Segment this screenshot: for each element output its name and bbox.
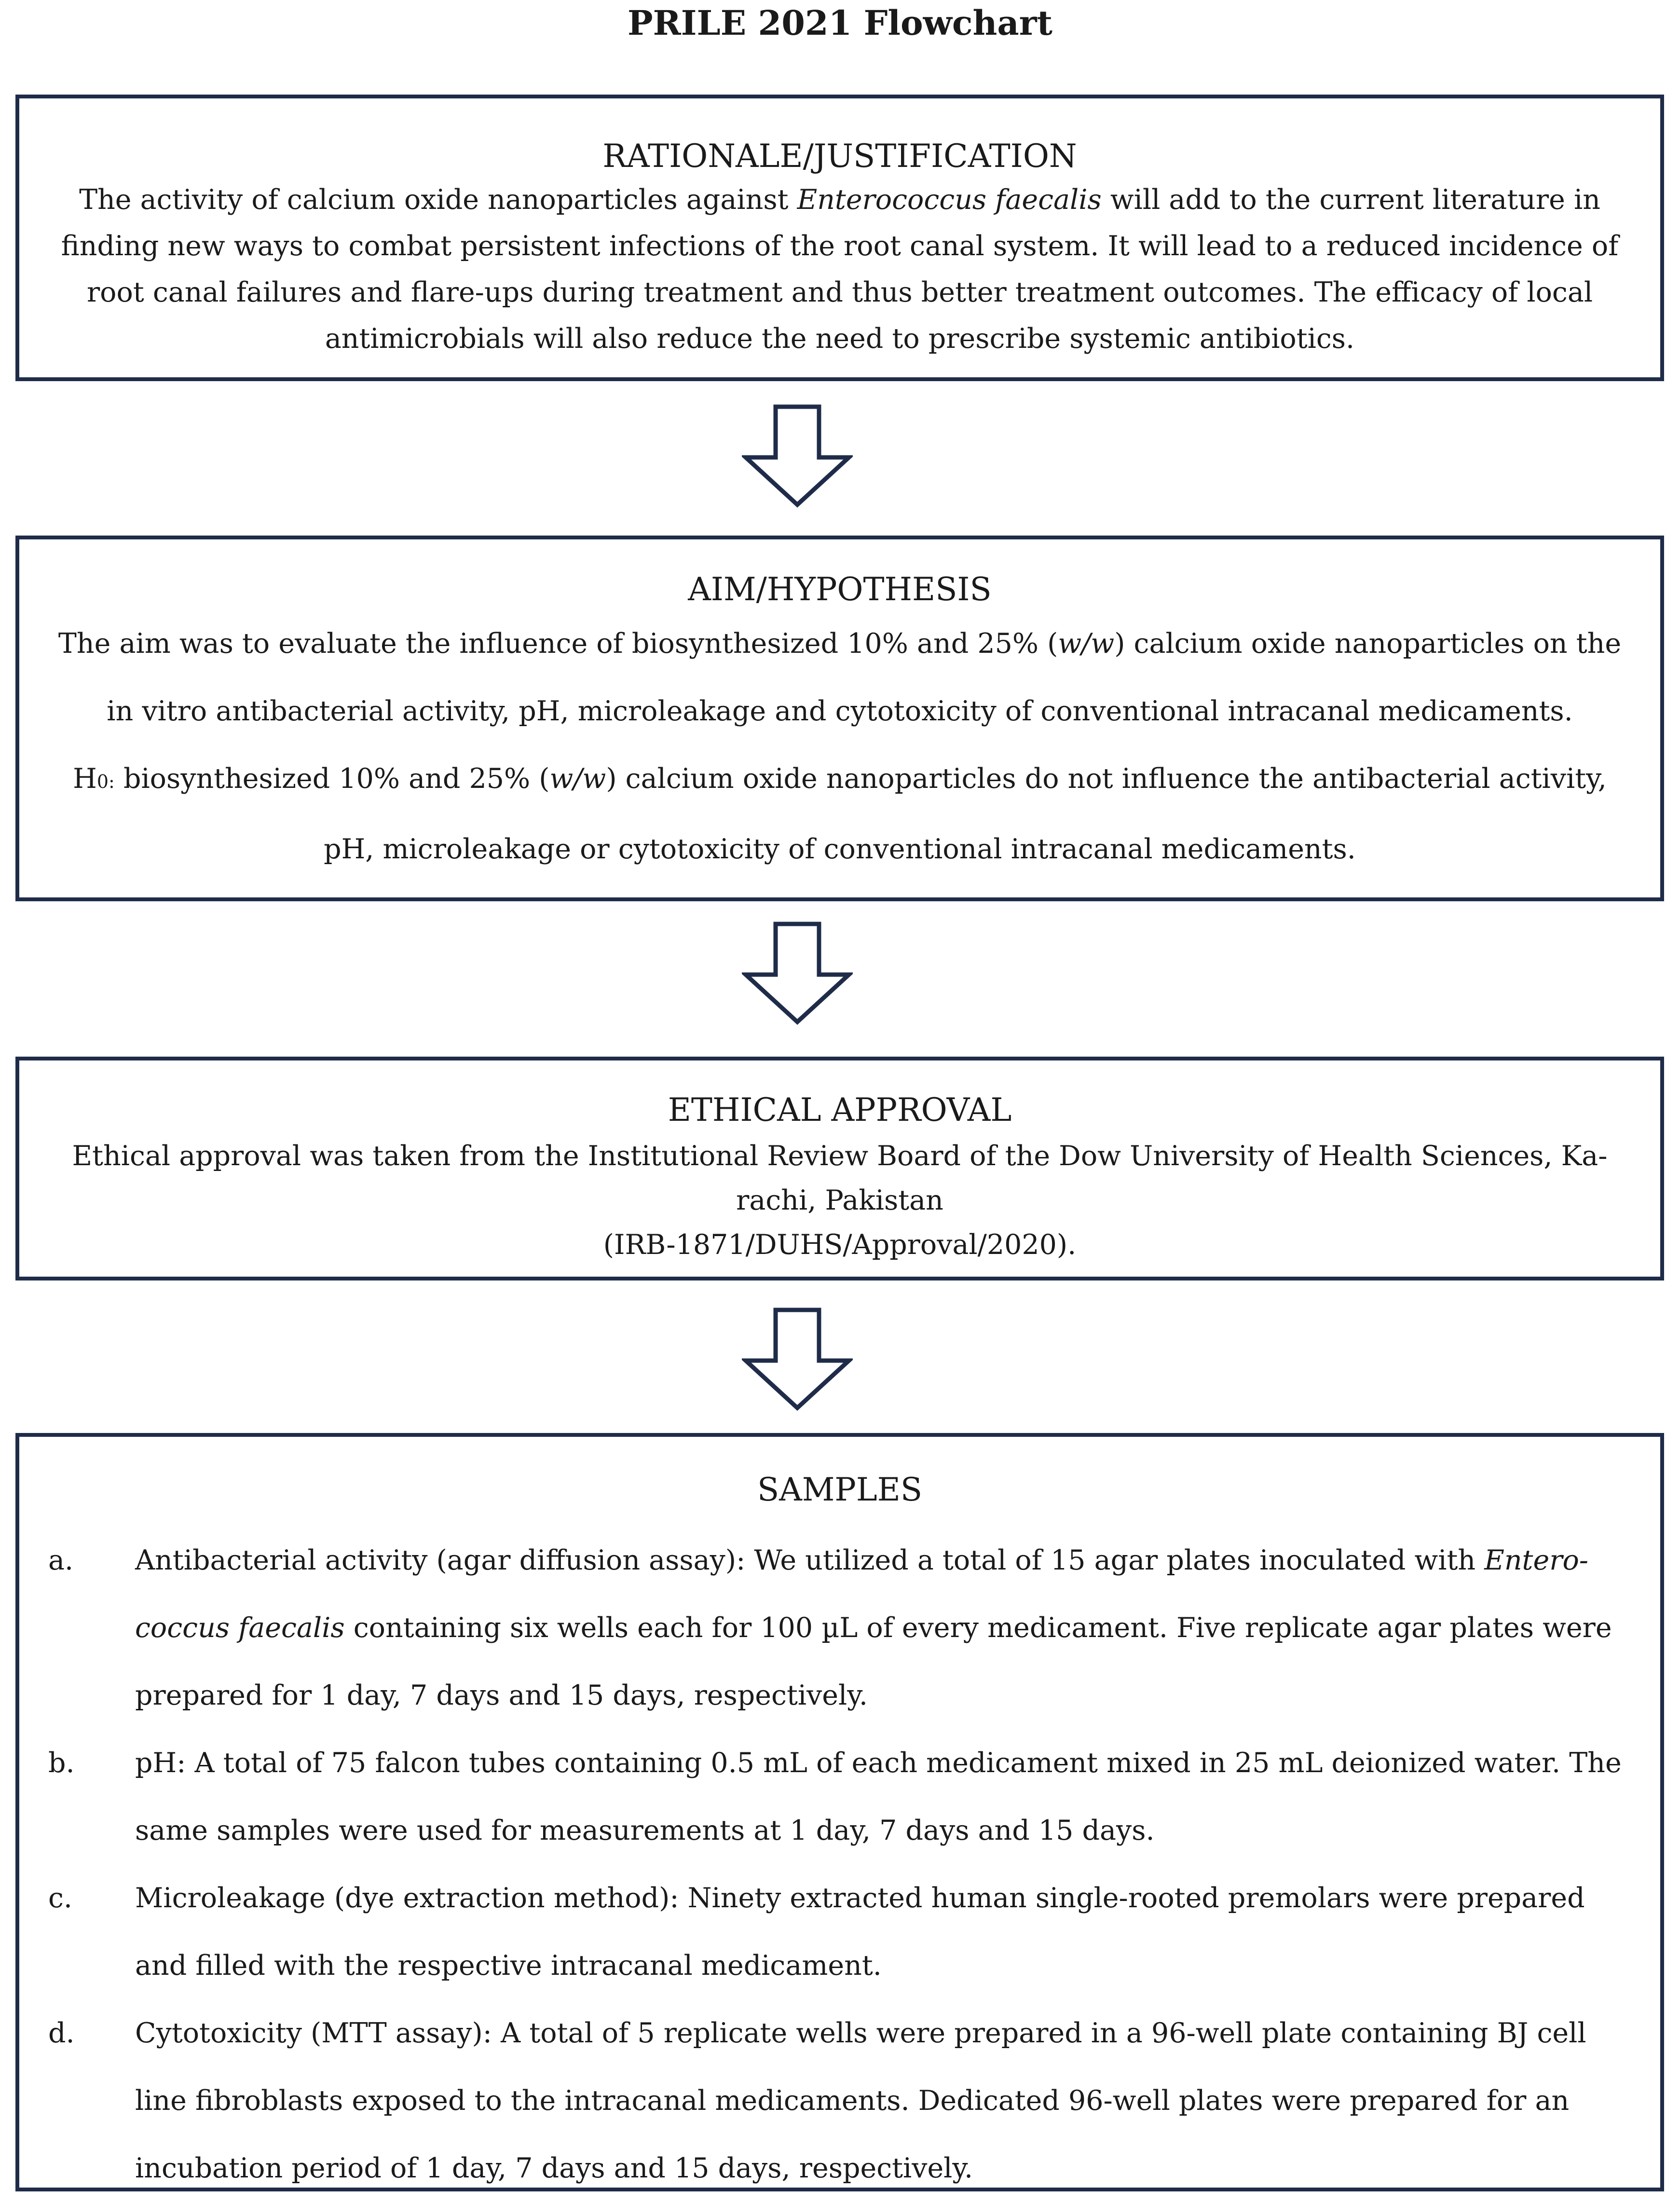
list-item-letter: d. bbox=[48, 2017, 75, 2049]
ethical-line-2: rachi, Pakistan bbox=[736, 1184, 943, 1216]
aim-heading: AIM/HYPOTHESIS bbox=[688, 571, 992, 608]
list-item-text: Antibacterial activity (agar diffusion assay): We utilized a total of 15 agar plates inoculated with bbox=[135, 1544, 1485, 1576]
list-item-text-continued: containing six wells each for 100 µL of every medicament. Five replicate agar plates were prepared for 1 day, 7 days and 15 days, respectively. bbox=[135, 1612, 1612, 1711]
list-item-letter: b. bbox=[48, 1747, 75, 1779]
aim-text-1: The aim was to evaluate the influence of biosynthesized 10% and 25% ( bbox=[58, 628, 1058, 660]
list-item-text: Microleakage (dye extraction method): Ninety extracted human single-rooted premolars were prepared and filled with the respective intracanal medicament. bbox=[135, 1882, 1585, 1982]
aim-text bbox=[48, 610, 1631, 745]
samples-list bbox=[48, 1527, 1631, 2202]
aim-text-2: ) calcium oxide nanoparticles on the in vitro antibacterial activity, pH, microleakage and cytotoxicity of conventional intracanal medicaments. bbox=[107, 628, 1622, 727]
h0-ratio: w/w bbox=[549, 763, 606, 795]
list-item-letter: a. bbox=[48, 1544, 74, 1576]
down-arrow-icon bbox=[742, 922, 853, 1025]
h0-letter: H bbox=[73, 763, 97, 795]
h0-text-2: ) calcium oxide nanoparticles do not influence the antibacterial activity, pH, microleakage or cytotoxicity of conventional intracanal medicaments. bbox=[324, 763, 1607, 865]
list-item-text: pH: A total of 75 falcon tubes containing 0.5 mL of each medicament mixed in 25 mL deionized water. The same samples were used for measurements at 1 day, 7 days and 15 days. bbox=[135, 1747, 1622, 1846]
list-item bbox=[48, 1527, 1631, 1729]
h0-subscript: 0: bbox=[96, 771, 115, 792]
ethical-line-1: Ethical approval was taken from the Institutional Review Board of the Dow University of Health Sciences, Ka- bbox=[72, 1140, 1608, 1172]
list-item bbox=[48, 1999, 1631, 2202]
aim-hypothesis-box bbox=[15, 536, 1664, 901]
ethical-line-3: (IRB-1871/DUHS/Approval/2020). bbox=[603, 1229, 1077, 1261]
ethical-approval-box bbox=[15, 1057, 1664, 1280]
list-item-text: Cytotoxicity (MTT assay): A total of 5 replicate wells were prepared in a 96-well plate containing BJ cell line fibroblasts exposed to the intracanal medicaments. Dedicated 96-well plates were prepared for an incubation period of 1 day, 7 days and 15 days, respectively. bbox=[135, 2017, 1586, 2184]
rationale-text bbox=[48, 177, 1631, 362]
rationale-organism: Enterococcus faecalis bbox=[797, 184, 1102, 216]
null-hypothesis-text bbox=[48, 745, 1631, 883]
list-item-letter: c. bbox=[48, 1882, 73, 1914]
rationale-heading: RATIONALE/JUSTIFICATION bbox=[602, 138, 1077, 175]
samples-heading: SAMPLES bbox=[757, 1471, 923, 1508]
rationale-box bbox=[15, 95, 1664, 381]
h0-text-1: biosynthesized 10% and 25% ( bbox=[114, 763, 550, 795]
samples-box bbox=[15, 1433, 1664, 2191]
ethical-heading: ETHICAL APPROVAL bbox=[668, 1091, 1012, 1129]
aim-ratio: w/w bbox=[1058, 628, 1115, 660]
list-item-organism: Entero-coccus faecalis bbox=[135, 1544, 1589, 1644]
flowchart-title: PRILE 2021 Flowchart bbox=[627, 3, 1052, 43]
down-arrow-icon bbox=[742, 404, 853, 508]
down-arrow-icon bbox=[742, 1308, 853, 1411]
rationale-text-2: will add to the current literature in finding new ways to combat persistent infections of the root canal system. It will lead to a reduced incidence of root canal failures and flare-ups during treatment and thus better treatment outcomes. The efficacy of local antimicrobials will also reduce the need to prescribe systemic antibiotics. bbox=[61, 184, 1619, 355]
rationale-text-1: The activity of calcium oxide nanoparticles against bbox=[79, 184, 797, 216]
list-item bbox=[48, 1729, 1631, 1864]
list-item bbox=[48, 1864, 1631, 1999]
